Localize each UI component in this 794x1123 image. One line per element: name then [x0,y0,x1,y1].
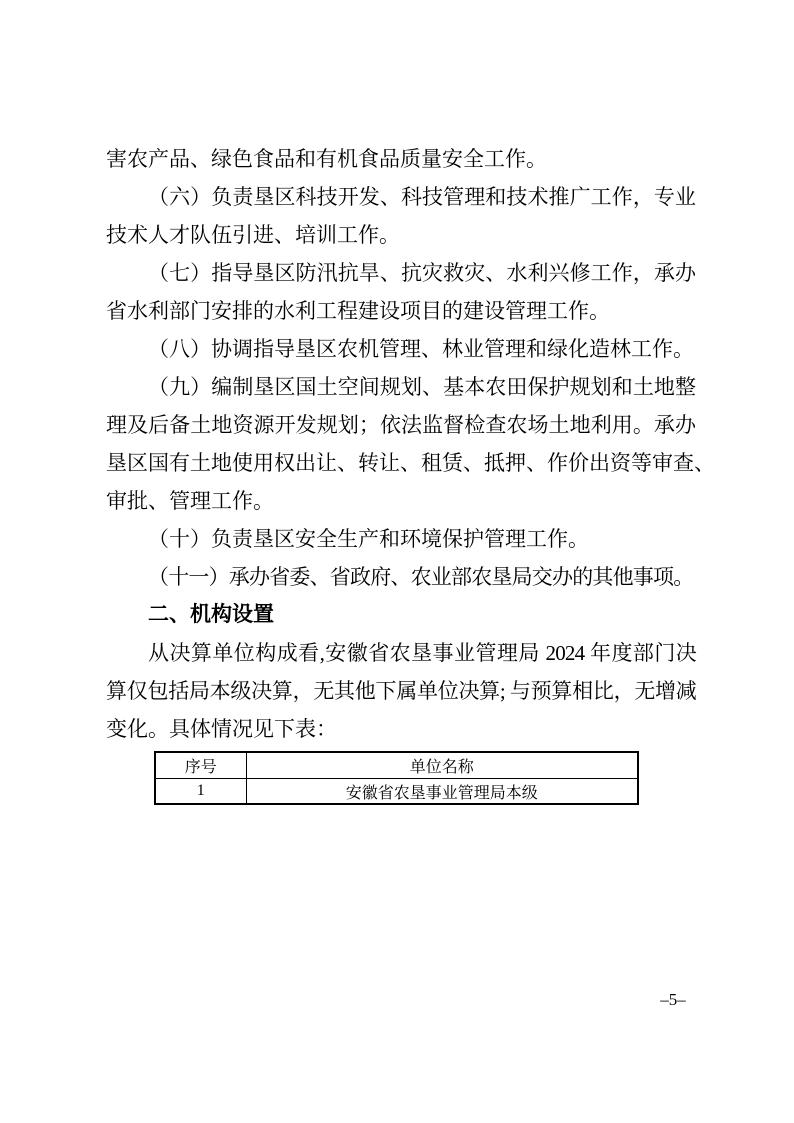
body-line: 审批、管理工作。 [106,489,274,513]
table-header-index: 序号 [155,752,246,779]
body-line: 变化。具体情况见下表： [106,717,337,741]
table-cell-unit-name: 安徽省农垦事业管理局本级 [246,779,638,805]
table-cell-index: 1 [155,779,246,805]
body-line: （六）负责垦区科技开发、科技管理和技术推广工作，专业 [148,185,696,209]
body-line: 从决算单位构成看,安徽省农垦事业管理局 2024 年度部门决 [148,641,696,665]
body-line: （九）编制垦区国土空间规划、基本农田保护规划和土地整 [148,375,696,399]
body-line: 技术人才队伍引进、培训工作。 [106,223,400,247]
body-line: （七）指导垦区防汛抗旱、抗灾救灾、水利兴修工作，承办 [148,261,696,285]
page-number: –5– [660,990,686,1009]
body-line: 害农产品、绿色食品和有机食品质量安全工作。 [106,147,547,171]
body-line: 理及后备土地资源开发规划；依法监督检查农场土地利用。承办 [106,413,696,437]
body-line: 算仅包括局本级决算，无其他下属单位决算; 与预算相比，无增减 [106,679,696,703]
table-header-row [155,752,638,779]
table-row [155,779,638,805]
table-header-unit-name: 单位名称 [246,752,638,779]
section-heading: 二、机构设置 [148,603,274,626]
body-line: 省水利部门安排的水利工程建设项目的建设管理工作。 [106,299,610,323]
body-line: 垦区国有土地使用权出让、转让、租赁、抵押、作价出资等审查、 [106,451,715,475]
org-units-table [154,751,639,805]
text-block [106,140,715,805]
body-line: （十）负责垦区安全生产和环境保护管理工作。 [148,527,589,551]
body-line: （十一）承办省委、省政府、农业部农垦局交办的其他事项。 [148,565,694,589]
body-line: （八）协调指导垦区农机管理、林业管理和绿化造林工作。 [148,337,694,361]
